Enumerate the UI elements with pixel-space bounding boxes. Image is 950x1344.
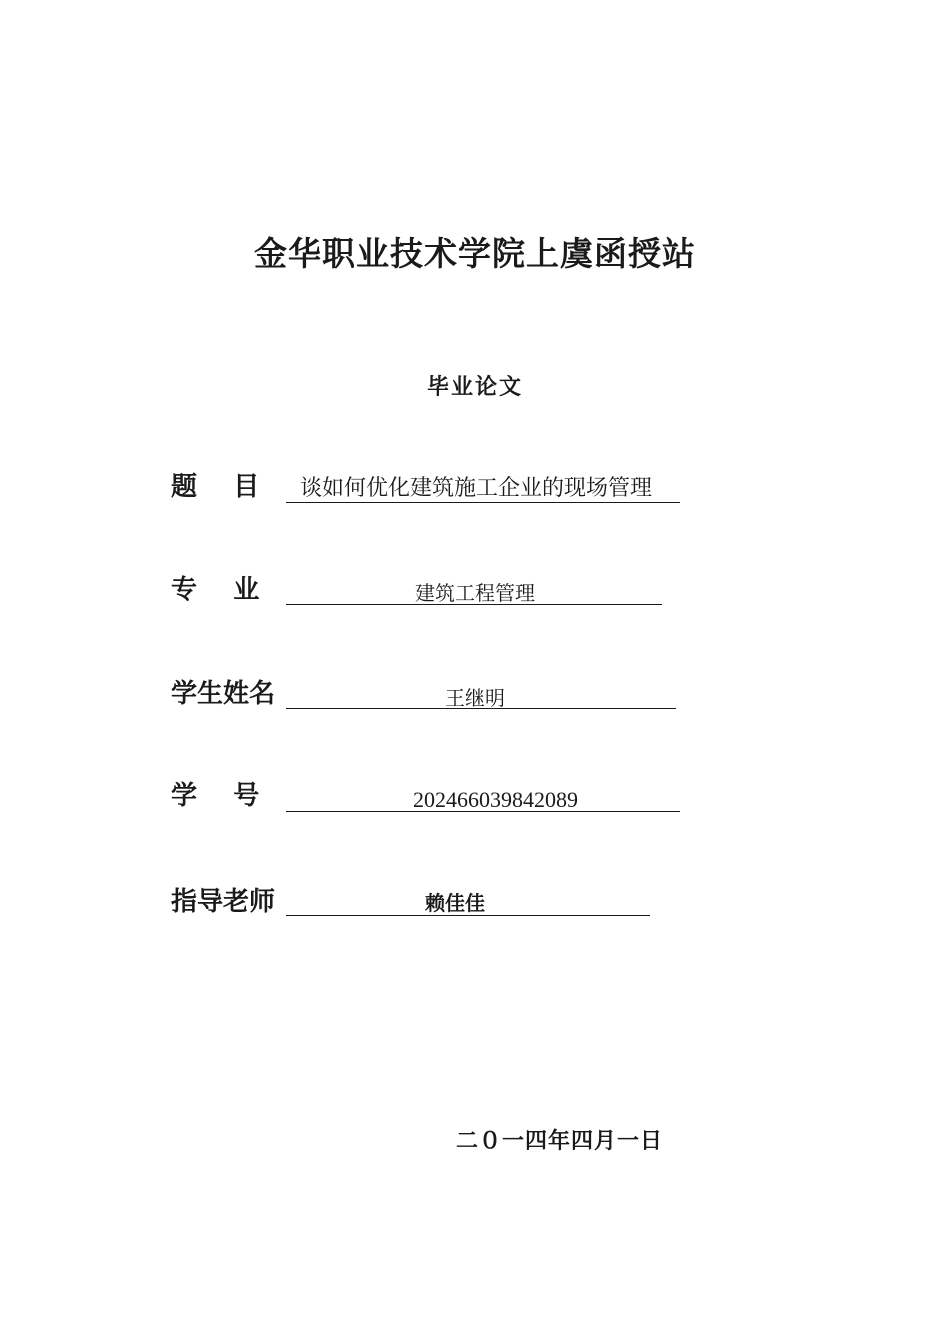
student-id-value: 202466039842089	[413, 787, 578, 812]
major-value: 建筑工程管理	[415, 581, 535, 605]
advisor-value: 赖佳佳	[425, 891, 485, 915]
student-name-value: 王继明	[445, 686, 505, 710]
title-label: 题 目	[171, 472, 260, 502]
school-name: 金华职业技术学院上虞函授站	[254, 234, 696, 273]
student-name-label: 学生姓名	[171, 679, 276, 709]
title-value: 谈如何优化建筑施工企业的现场管理	[300, 476, 653, 501]
document-type: 毕业论文	[426, 374, 523, 400]
advisor-label: 指导老师	[171, 887, 276, 917]
submission-date: 二０一四年四月一日	[456, 1128, 664, 1154]
major-label: 专 业	[171, 575, 260, 605]
student-id-label: 学 号	[171, 781, 260, 811]
